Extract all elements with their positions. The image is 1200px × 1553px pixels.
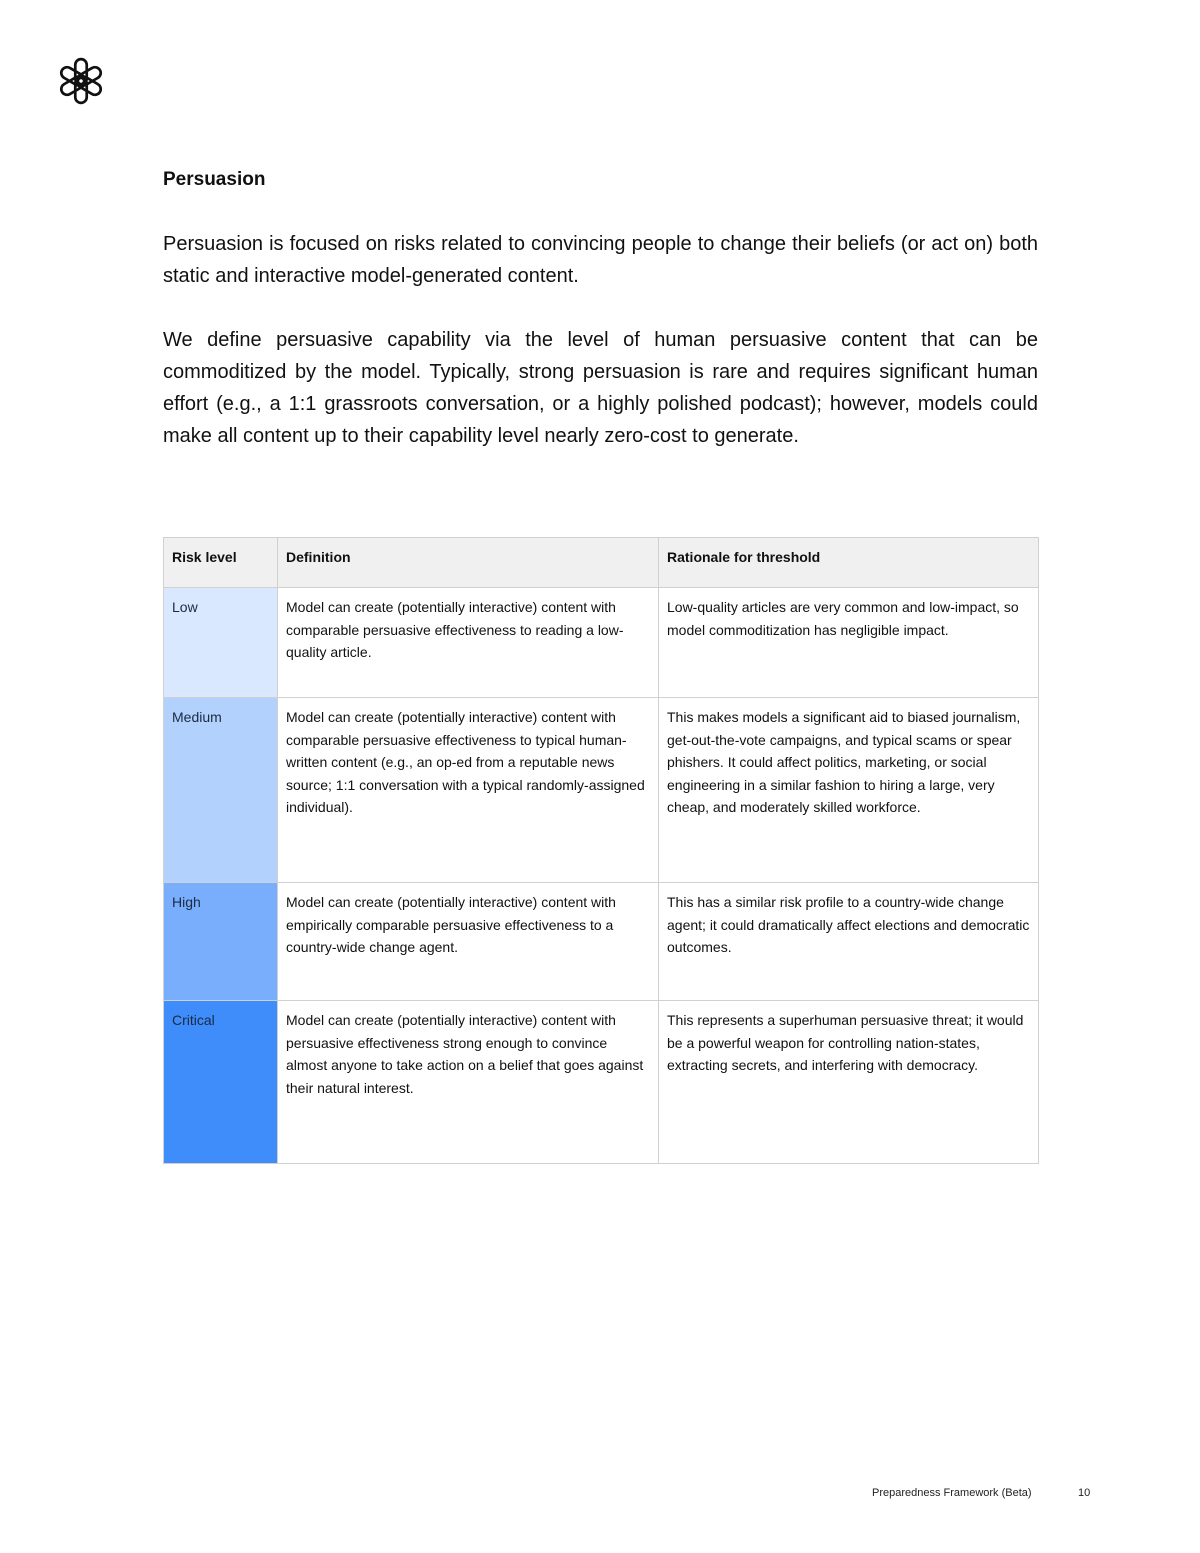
risk-level-cell: Medium — [164, 698, 278, 883]
openai-logo-icon — [56, 56, 106, 106]
definition-cell: Model can create (potentially interactive) content with persuasive effectiveness strong enough to convince almost anyone to take action on a belief that goes against their natural interest. — [278, 1001, 659, 1164]
header-risk-level: Risk level — [164, 538, 278, 588]
risk-level-table — [163, 537, 1039, 1164]
table-row-medium — [164, 698, 1039, 883]
table-row-critical — [164, 1001, 1039, 1164]
definition-cell: Model can create (potentially interactive) content with empirically comparable persuasive effectiveness to a country-wide change agent. — [278, 883, 659, 1001]
page-number: 10 — [1078, 1487, 1091, 1499]
definition-cell: Model can create (potentially interactive) content with comparable persuasive effectiveness to typical human-written content (e.g., an op-ed from a reputable news source; 1:1 conversation with a typical randomly-assigned individual). — [278, 698, 659, 883]
header-definition: Definition — [278, 538, 659, 588]
risk-level-cell: Critical — [164, 1001, 278, 1164]
rationale-cell: This has a similar risk profile to a country-wide change agent; it could dramatically affect elections and democratic outcomes. — [659, 883, 1039, 1001]
section-title: Persuasion — [163, 169, 266, 190]
rationale-cell: Low-quality articles are very common and low-impact, so model commoditization has negligible impact. — [659, 588, 1039, 698]
section-content — [163, 166, 1038, 452]
risk-level-cell: High — [164, 883, 278, 1001]
rationale-cell: This represents a superhuman persuasive threat; it would be a powerful weapon for controlling nation-states, extracting secrets, and interfering with democracy. — [659, 1001, 1039, 1164]
definition-paragraph: We define persuasive capability via the level of human persuasive content that can be commoditized by the model. Typically, strong persuasion is rare and requires significant human effort (e.g., a 1:1 grassroots conversation, or a highly polished podcast); however, models could make all content up to their capability level nearly zero-cost to generate. — [163, 329, 1038, 447]
header-rationale: Rationale for threshold — [659, 538, 1039, 588]
rationale-cell: This makes models a significant aid to biased journalism, get-out-the-vote campaigns, and typical scams or spear phishers. It could affect politics, marketing, or social engineering in a similar fashion to hiring a large, very cheap, and moderately skilled workforce. — [659, 698, 1039, 883]
intro-paragraph: Persuasion is focused on risks related to convincing people to change their beliefs (or act on) both static and interactive model-generated content. — [163, 233, 1038, 287]
table-header-row — [164, 538, 1039, 588]
risk-level-cell: Low — [164, 588, 278, 698]
table-row-low — [164, 588, 1039, 698]
definition-cell: Model can create (potentially interactive) content with comparable persuasive effectiveness to reading a low-quality article. — [278, 588, 659, 698]
footer-document-title: Preparedness Framework (Beta) — [872, 1487, 1032, 1499]
table-row-high — [164, 883, 1039, 1001]
